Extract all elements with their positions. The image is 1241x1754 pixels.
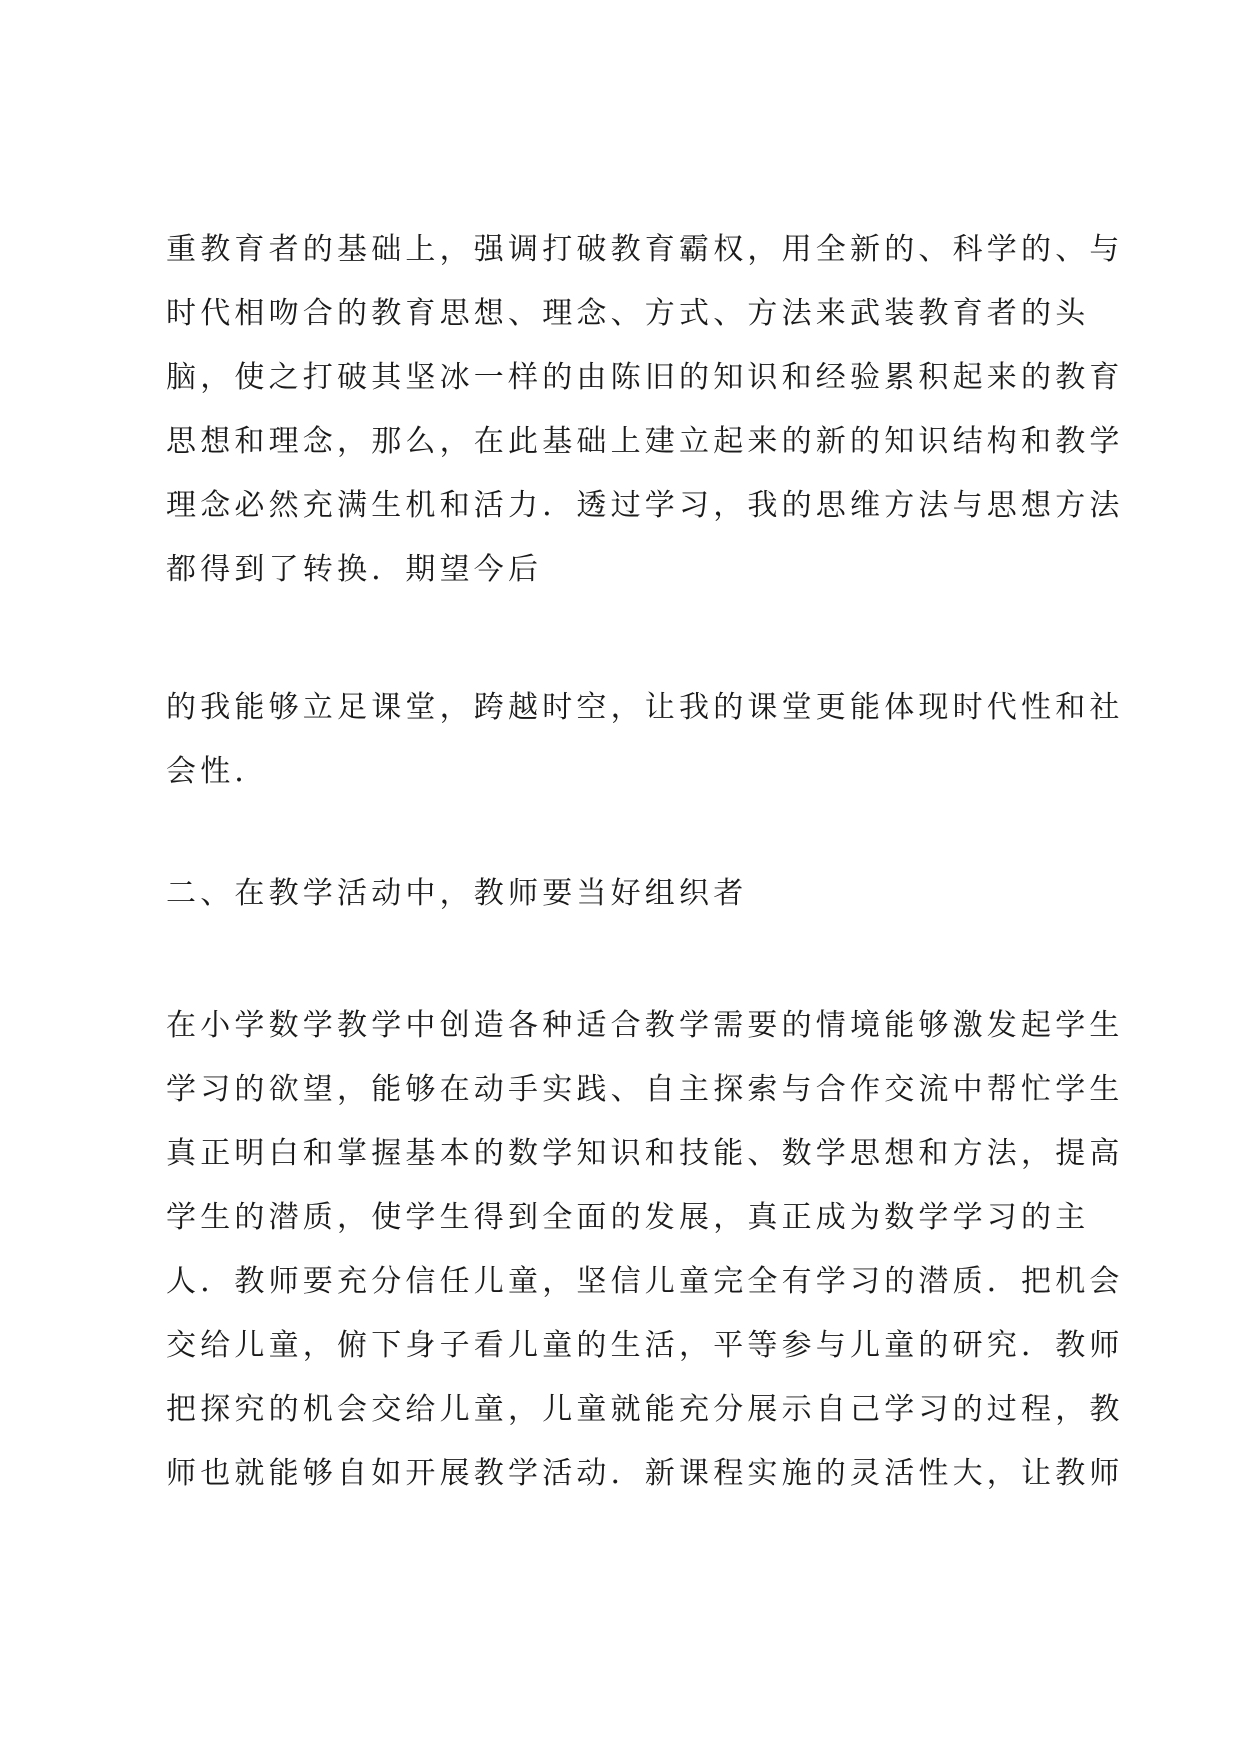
text-line: 学生的潜质，使学生得到全面的发展，真正成为数学学习的主 [166, 1200, 1090, 1235]
text-line: 交给儿童，俯下身子看儿童的生活，平等参与儿童的研究．教师 [166, 1328, 1124, 1363]
paragraph-1 [166, 218, 1124, 602]
text-line: 的我能够立足课堂，跨越时空，让我的课堂更能体现时代性和社 [166, 690, 1124, 725]
text-line: 把探究的机会交给儿童，儿童就能充分展示自己学习的过程，教 [166, 1392, 1124, 1427]
text-line: 学习的欲望，能够在动手实践、自主探索与合作交流中帮忙学生 [166, 1072, 1124, 1107]
text-line: 真正明白和掌握基本的数学知识和技能、数学思想和方法，提高 [166, 1136, 1124, 1171]
text-line: 会性． [166, 754, 269, 789]
text-line: 人．教师要充分信任儿童，坚信儿童完全有学习的潜质．把机会 [166, 1264, 1124, 1299]
text-line: 时代相吻合的教育思想、理念、方式、方法来武装教育者的头 [166, 296, 1090, 331]
paragraph-2 [166, 676, 1124, 804]
section-heading [166, 862, 1096, 926]
text-line: 都得到了转换．期望今后 [166, 552, 543, 587]
paragraph-3 [166, 994, 1124, 1506]
text-line: 师也就能够自如开展教学活动．新课程实施的灵活性大，让教师 [166, 1456, 1124, 1491]
text-line: 重教育者的基础上，强调打破教育霸权，用全新的、科学的、与 [166, 232, 1124, 267]
section-heading-text: 二、在教学活动中，教师要当好组织者 [166, 876, 748, 911]
text-line: 思想和理念，那么，在此基础上建立起来的新的知识结构和教学 [166, 424, 1124, 459]
text-line: 理念必然充满生机和活力．透过学习，我的思维方法与思想方法 [166, 488, 1124, 523]
text-line: 在小学数学教学中创造各种适合教学需要的情境能够激发起学生 [166, 1008, 1124, 1043]
text-line: 脑，使之打破其坚冰一样的由陈旧的知识和经验累积起来的教育 [166, 360, 1124, 395]
